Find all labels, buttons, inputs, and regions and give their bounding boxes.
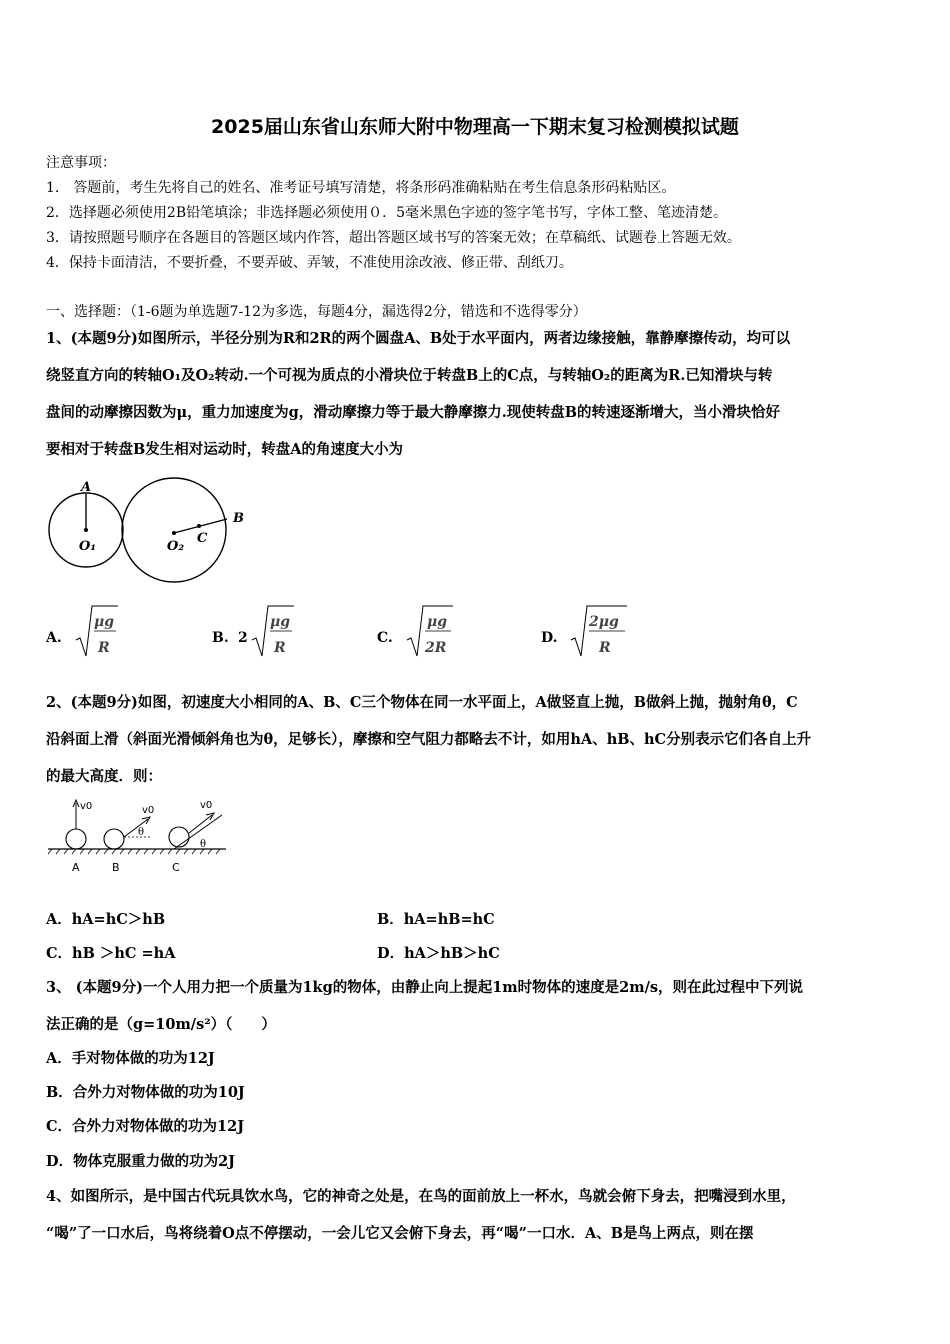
notice-item-1: 1. 答题前，考生先将自己的姓名、准考证号填写清楚，将条形码准确粘贴在考生信息条形码粘贴区。	[46, 180, 676, 196]
label-v0-a: v0	[80, 801, 93, 812]
q1-line-3: 盘间的动摩擦因数为μ，重力加速度为g，滑动摩擦力等于最大静摩擦力.现使转盘B的转速逐渐增大，当小滑块恰好	[46, 404, 781, 421]
q1-option-a[interactable]	[46, 600, 156, 666]
label-c: C	[197, 531, 208, 546]
q3-line-2: 法正确的是（g=10m/s²）（ ）	[46, 1016, 276, 1033]
q1-option-b[interactable]	[212, 600, 332, 666]
q2-option-b[interactable]: B．hA=hB=hC	[377, 911, 495, 928]
page-title: 2025届山东省山东师大附中物理高一下期末复习检测模拟试题	[211, 116, 739, 138]
q1-line-2: 绕竖直方向的转轴O₁及O₂转动.一个可视为质点的小滑块位于转盘B上的C点，与转轴O₂的距离为R.已知滑块与转	[46, 367, 773, 384]
q1-opt-b-num: μg	[270, 614, 291, 630]
q2-projectile-figure	[46, 795, 236, 880]
q1-opt-a-letter: A.	[46, 630, 62, 646]
notice-heading: 注意事项：	[46, 155, 116, 171]
q1-opt-d-num: 2μg	[589, 614, 619, 630]
label-ball-a: A	[72, 861, 80, 874]
label-theta-b: θ	[138, 827, 145, 838]
q1-opt-b-den: R	[274, 640, 286, 656]
label-a: A	[81, 480, 92, 495]
q4-line-2: “喝”了一口水后，鸟将绕着O点不停摆动，一会儿它又会俯下身去，再“喝”一口水．A、B是鸟上两点，则在摆	[46, 1225, 754, 1242]
c-point	[197, 524, 201, 528]
ball-c	[169, 827, 189, 847]
q4-line-1: 4、如图所示，是中国古代玩具饮水鸟，它的神奇之处是，在鸟的面前放上一杯水，鸟就会俯下身去，把嘴浸到水里，	[46, 1188, 796, 1205]
o2-point	[172, 531, 176, 535]
q1-option-c[interactable]	[377, 600, 497, 666]
label-o1: O₁	[79, 539, 97, 554]
notice-item-3: 3．请按照题号顺序在各题目的答题区域内作答，超出答题区域书写的答案无效；在草稿纸、试题卷上答题无效。	[46, 230, 741, 246]
o1-point	[84, 528, 88, 532]
q1-opt-a-den: R	[98, 640, 110, 656]
q1-opt-c-letter: C.	[377, 630, 393, 646]
q1-option-d[interactable]	[541, 600, 661, 666]
q1-line-1: 1、(本题9分)如图所示，半径分别为R和2R的两个圆盘A、B处于水平面内，两者边缘接触，靠静摩擦传动，均可以	[46, 330, 791, 347]
disk-b-circle	[122, 478, 226, 582]
notice-item-2: 2．选择题必须使用2B铅笔填涂；非选择题必须使用０．5毫米黑色字迹的签字笔书写，字体工整、笔迹清楚。	[46, 205, 728, 221]
label-o2: O₂	[167, 539, 185, 554]
q3-option-b[interactable]: B．合外力对物体做的功为10J	[46, 1084, 245, 1101]
label-b: B	[233, 511, 244, 526]
q3-line-1: 3、 (本题9分)一个人用力把一个质量为1kg的物体，由静止向上提起1m时物体的速度是2m/s，则在此过程中下列说	[46, 979, 804, 996]
q1-opt-d-letter: D.	[541, 630, 558, 646]
q1-opt-c-den: 2R	[425, 640, 447, 656]
q1-opt-b-letter: B.	[212, 630, 229, 646]
q1-opt-a-num: μg	[94, 614, 115, 630]
q3-option-d[interactable]: D．物体克服重力做的功为2J	[46, 1153, 236, 1170]
q2-option-c[interactable]: C．hB ＞hC =hA	[46, 945, 176, 962]
label-theta-c: θ	[200, 839, 207, 850]
q1-opt-c-num: μg	[427, 614, 448, 630]
q3-option-c[interactable]: C．合外力对物体做的功为12J	[46, 1118, 245, 1135]
q3-option-a[interactable]: A．手对物体做的功为12J	[46, 1050, 215, 1067]
q1-opt-b-coef: 2	[238, 630, 248, 646]
incline-c	[174, 815, 222, 849]
arrow-b	[124, 819, 148, 837]
ball-b	[104, 829, 124, 849]
notice-item-4: 4．保持卡面清洁，不要折叠，不要弄破、弄皱，不准使用涂改液、修正带、刮纸刀。	[46, 255, 573, 271]
q2-line-1: 2、(本题9分)如图，初速度大小相同的A、B、C三个物体在同一水平面上，A做竖直上抛，B做斜上抛，抛射角θ，C	[46, 694, 798, 711]
section-heading: 一、选择题：（1-6题为单选题7-12为多选，每题4分，漏选得2分，错选和不选得零分）	[46, 304, 587, 320]
q1-line-4: 要相对于转盘B发生相对运动时，转盘A的角速度大小为	[46, 441, 404, 458]
label-ball-c: C	[172, 861, 180, 874]
q2-line-2: 沿斜面上滑（斜面光滑倾斜角也为θ，足够长），摩擦和空气阻力都略去不计，如用hA、hB、hC分别表示它们各自上升	[46, 731, 812, 748]
q2-option-a[interactable]: A．hA=hC＞hB	[46, 911, 166, 928]
label-ball-b: B	[112, 861, 120, 874]
label-v0-b: v0	[142, 805, 155, 816]
q2-line-3: 的最大高度．则：	[46, 768, 162, 785]
q1-opt-d-den: R	[599, 640, 611, 656]
ball-a	[66, 829, 86, 849]
q2-option-d[interactable]: D．hA＞hB＞hC	[377, 945, 500, 962]
q1-disk-figure	[45, 470, 265, 590]
label-v0-c: v0	[200, 800, 213, 811]
